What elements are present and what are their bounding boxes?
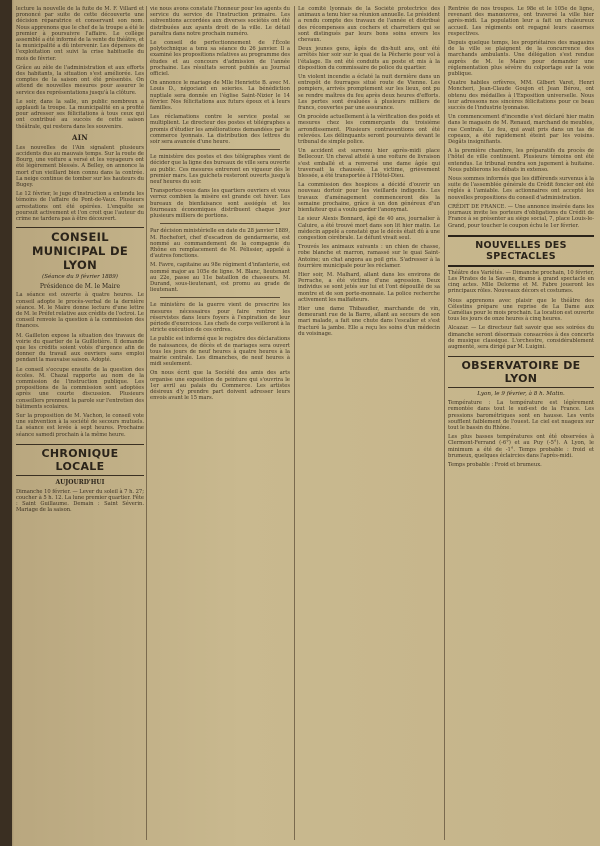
column-4: [448, 6, 594, 840]
paragraph: Alcazar. — Le directeur fait savoir que ses soirées du dimanche seront désormais consacrées à des concerts de musique classique. L'orchestre, considérablement augmenté, sera dirigé par M. Luigini.: [448, 325, 594, 350]
paragraph: Le conseil de perfectionnement de l'École polytechnique a tenu sa séance du 26 janvier. Il a examiné les propositions relatives au programme des études et au concours d'admission de l'année prochaine. Les résultats seront publiés au Journal officiel.: [150, 40, 290, 78]
paragraph: Le ministère des postes et des télégraphes vient de décider que la ligne des bureaux de ville sera ouverte au public. Ces mesures entreront en vigueur dès le premier mars. Les guichets resteront ouverts jusqu'à neuf heures du soir.: [150, 154, 290, 186]
paragraph: On procède actuellement à la vérification des poids et mesures chez les commerçants du troisième arrondissement. Plusieurs contraventions ont été relevées. Les délinquants seront poursuivis devant le tribunal de simple police.: [298, 114, 440, 146]
paragraph: M. Gailleton expose la situation des travaux de voirie du quartier de la Guillotière. Il demande que les crédits soient votés d'urgence afin de donner du travail aux ouvriers sans emploi pendant la mauvaise saison. Adopté.: [16, 332, 144, 364]
paragraph: Le comité lyonnais de la Société protectrice des animaux a tenu hier sa réunion annuelle. Le président a rendu compte des travaux de l'année et distribué des récompenses aux cochers et charretiers qui se sont distingués par leurs bons soins envers les chevaux.: [298, 6, 440, 44]
section-subtitle: AUJOURD'HUI: [55, 478, 105, 486]
section-subtitle: (Séance du 9 février 1889): [42, 274, 118, 281]
paragraph: Température : La température est légèrement remontée dans tout le sud-est de la France. Les pressions barométriques sont en hausse. Les vents soufflent faiblement de l'ouest. Le ciel est nuageux sur tout le bassin du Rhône.: [448, 400, 594, 431]
section-heading-ain: AIN: [71, 132, 88, 142]
paragraph: Grâce au zèle de l'administration et aux efforts des habitants, la situation s'est améliorée. Les comptes de la saison ont été présentés. On attend de nouvelles mesures pour assurer le service des représentations jusqu'à la clôture.: [16, 64, 144, 96]
paragraph: Le 12 février, le juge d'instruction a entendu les témoins de l'affaire de Pont-de-Vaux. Plusieurs arrestations ont été opérées. L'enquête se poursuit activement et l'on croit que l'auteur du crime ne tardera pas à être découvert.: [16, 191, 144, 223]
section-heading-observatoire: OBSERVATOIRE DE LYON: [448, 356, 594, 388]
paragraph: Un accident est survenu hier après-midi place Bellecour. Un cheval attelé à une voiture de livraison s'est emballé et a renversé une dame âgée qui traversait la chaussée. La victime, grièvement blessée, a été transportée à l'Hôtel-Dieu.: [298, 148, 440, 180]
paragraph: On nous écrit que la Société des amis des arts organise une exposition de peinture qui s'ouvrira le 1er avril au palais du Commerce. Les artistes désireux d'y prendre part doivent adresser leurs envois avant le 15 mars.: [150, 370, 290, 402]
paragraph: On annonce le mariage de Mlle Henriette B. avec M. Louis D., négociant en soieries. La bénédiction nuptiale sera donnée en l'église Saint-Nizier le 14 février. Nos félicitations aux futurs époux et à leurs familles.: [150, 80, 290, 112]
column-2: [150, 6, 290, 840]
paragraph: vie nous avons constaté l'honneur pour les agents du service du service de l'instruction primaire. Les subventions accordées aux diverses sociétés ont été distribuées aux ayants droit de la ville. Le détail paraîtra dans notre prochain numéro.: [150, 6, 290, 37]
column-rule: [294, 6, 295, 840]
column-1: [16, 6, 144, 840]
paragraph: Les plus basses températures ont été observées à Clermont-Ferrand (-6°) et au Puy (-5°). A Lyon, le minimum a été de -1°. Temps probable : froid et brumeux, quelques éclaircies dans l'après-midi.: [448, 434, 594, 459]
paragraph: Rentrée de nos troupes. Le 98e et le 105e de ligne, revenant des manœuvres, ont traversé la ville hier après-midi. La population leur a fait un chaleureux accueil. Les régiments ont regagné leurs casernes respectives.: [448, 6, 594, 37]
paragraph: La commission des hospices a décidé d'ouvrir un nouveau dortoir pour les vieillards indigents. Les travaux d'aménagement commenceront dès la semaine prochaine, grâce à un don généreux d'un bienfaiteur qui a voulu garder l'anonymat.: [298, 182, 440, 214]
paragraph: Hier une dame Thibaudier, marchande de vin, demeurant rue de la Barre, allant au secours de son mari malade, a fait une chute dans l'escalier et s'est fracturé la jambe. Elle a reçu les soins d'un médecin du voisinage.: [298, 305, 440, 337]
paragraph: Quatre habiles orfèvres, MM. Gilbert Varet, Henri Moncheri, Jean-Claude Goujon et Jean Bérou, ont obtenu des médailles à l'Exposition universelle. Nous leur adressons nos sincères félicitations pour ce beau succès de l'industrie lyonnaise.: [448, 80, 594, 112]
paragraph: Dimanche 10 février. — Lever du soleil à 7 h. 27; coucher à 5 h. 12. La lune premier quartier. Fête : Saint Guillaume. Demain : Saint Séverin. Mariage de la saison.: [16, 488, 144, 514]
paragraph: CRÉDIT DE FRANCE. — Une annonce insérée dans les journaux invite les porteurs d'obligations du Crédit de France à se présenter au siège social, 7, place Louis-le-Grand, pour toucher le coupon échu le 1er février.: [448, 203, 594, 229]
divider: [160, 297, 280, 298]
paragraph: Temps probable : Froid et brumeux.: [448, 461, 542, 468]
paragraph: Le conseil s'occupe ensuite de la question des écoles. M. Chazal rapporte au nom de la commission de l'instruction publique. Les propositions de la commission sont adoptées après une courte discussion. Plusieurs conseillers prennent la parole sur l'entretien des bâtiments scolaires.: [16, 366, 144, 410]
paragraph: Sur la proposition de M. Vachon, le conseil vote une subvention à la société de secours mutuels. La séance est levée à sept heures. Prochaine séance samedi prochain à la même heure.: [16, 412, 144, 438]
column-rule: [146, 6, 147, 840]
section-heading-chronique: CHRONIQUE LOCALE: [16, 444, 144, 476]
paragraph: Un commencement d'incendie s'est déclaré hier matin dans le magasin de M. Renaud, marchand de meubles, rue Centrale. Le feu, qui avait pris dans un tas de copeaux, a été rapidement éteint par les voisins. Dégâts insignifiants.: [448, 114, 594, 146]
divider: [160, 149, 280, 150]
paragraph: Nous sommes informés que les différends survenus à la suite de l'assemblée générale du Crédit foncier ont été réglés à l'amiable. Les actionnaires ont accepté les nouvelles propositions du conseil d'administration.: [448, 176, 594, 201]
paragraph: Le ministère de la guerre vient de prescrire les mesures nécessaires pour faire rentrer les réservistes dans leurs foyers à l'expiration de leur période d'exercices. Les chefs de corps veilleront à la stricte exécution de ces ordres.: [150, 302, 290, 334]
column-3: [298, 6, 440, 840]
paragraph: Deux jeunes gens, âgés de dix-huit ans, ont été arrêtés hier soir sur le quai de la Pêcherie pour vol à l'étalage. Ils ont été conduits au poste et mis à la disposition du commissaire de police du quartier.: [298, 46, 440, 71]
column-rule: [444, 6, 445, 840]
paragraph: La séance est ouverte à quatre heures. Le conseil adopte le procès-verbal de la dernière séance. M. le Maire donne lecture d'une lettre de M. le Préfet relative aux crédits de l'octroi. Le conseil renvoie la question à la commission des finances.: [16, 292, 144, 330]
section-subtitle: Lyon, le 9 février, à 8 h. Matin.: [477, 391, 565, 398]
section-subtitle: Présidence de M. le Maire: [39, 283, 121, 291]
paragraph: M. Favre, capitaine au 98e régiment d'infanterie, est nommé major au 105e de ligne. M. Blanc, lieutenant au 22e, passe au 11e bataillon de chasseurs. M. Durand, sous-lieutenant, est promu au grade de lieutenant.: [150, 262, 290, 294]
divider: [160, 223, 280, 224]
paragraph: Par décision ministérielle en date du 28 janvier 1889, M. Rochefort, chef d'escadron de gendarmerie, est nommé au commandement de la compagnie du Rhône en remplacement de M. Pélissier, appelé à d'autres fonctions.: [150, 228, 290, 260]
section-heading-conseil: CONSEIL MUNICIPAL DE LYON: [16, 227, 144, 272]
paragraph: Trouvés les animaux suivants : un chien de chasse, robe blanche et marron, ramassé sur le quai Saint-Antoine; un chat angora au poil gris. S'adresser à la fourrière municipale pour les réclamer.: [298, 244, 440, 269]
paragraph: Le soir, dans la salle, un public nombreux a applaudi la troupe. La municipalité en a profité pour adresser ses félicitations à tous ceux qui ont contribué au succès de cette saison théâtrale, qui restera dans les souvenirs.: [16, 98, 144, 130]
paragraph: A la première chambre, les préparatifs du procès de l'hôtel de ville continuent. Plusieurs témoins ont été entendus. Le tribunal rendra son jugement à huitaine. Nous publierons les débats in extenso.: [448, 148, 594, 173]
paragraph: Le public est informé que le registre des déclarations de naissances, de décès et de mariages sera ouvert tous les jours de neuf heures à quatre heures à la mairie centrale. Les dimanches, de neuf heures à midi seulement.: [150, 336, 290, 368]
paragraph: Théâtre des Variétés. — Dimanche prochain, 10 février, Les Pirates de la Savane, drame à grand spectacle en cinq actes. Mlle Delorme et M. Fabre joueront les principaux rôles. Nouveaux décors et costumes.: [448, 269, 594, 295]
section-heading-spectacles: NOUVELLES DES SPECTACLES: [448, 235, 594, 267]
paragraph: Le sieur Alexis Bonnard, âgé de 40 ans, journalier à Caluire, a été trouvé mort dans son lit hier matin. Le médecin appelé a constaté que le décès était dû à une congestion cérébrale. Le défunt vivait seul.: [298, 216, 440, 241]
paragraph: Nous apprenons avec plaisir que le théâtre des Célestins prépare une reprise de La Dame aux Camélias pour le mois prochain. La location est ouverte tous les jours de onze heures à cinq heures.: [448, 297, 594, 323]
paragraph: Les nouvelles de l'Ain signalent plusieurs accidents dus au mauvais temps. Sur la route de Bourg, une voiture a versé et les voyageurs ont été légèrement blessés. A Belley, on annonce la mort d'un vieillard bien connu dans la contrée. La neige continue de tomber sur les hauteurs du Bugey.: [16, 144, 144, 189]
paragraph: Un violent incendie a éclaté la nuit dernière dans un entrepôt de fourrages situé route de Vienne. Les pompiers, arrivés promptement sur les lieux, ont pu se rendre maîtres du feu après deux heures d'efforts. Les pertes sont évaluées à plusieurs milliers de francs, couvertes par une assurance.: [298, 74, 440, 112]
paragraph: Transportez-vous dans les quartiers ouvriers et vous verrez combien la misère est grande cet hiver. Les bureaux de bienfaisance sont assiégés et les fourneaux économiques distribuent chaque jour plusieurs milliers de portions.: [150, 188, 290, 220]
paragraph: Les réclamations contre le service postal se multiplient. Le directeur des postes et télégraphes a promis d'étudier les améliorations demandées par le commerce lyonnais. La distribution des lettres du soir sera avancée d'une heure.: [150, 114, 290, 146]
binding-spine: [0, 0, 12, 846]
paragraph: lecture la nouvelle de la fuite de M. F. Villard et prononcé par suite de cette découverte une décision réparatrice et conservant son nom. Nous apprenons que le chef de la troupe a été le premier à poursuivre l'affaire. Le collège assemblé a été informé de la vente du théâtre, et la municipalité a dû intervenir. Les dépenses de l'exploitation ont suivi la crise habituelle du mois de février.: [16, 6, 144, 62]
paragraph: Hier soir, M. Malhard, allant dans les environs de Perrache, a été victime d'une agression. Deux individus se sont jetés sur lui et l'ont dépouillé de sa montre et de son porte-monnaie. La police recherche activement les malfaiteurs.: [298, 271, 440, 303]
paragraph: Depuis quelque temps, les propriétaires des magasins de la ville se plaignent de la concurrence des marchands ambulants. Une délégation s'est rendue auprès de M. le Maire pour demander une réglementation plus sévère du colportage sur la voie publique.: [448, 40, 594, 78]
